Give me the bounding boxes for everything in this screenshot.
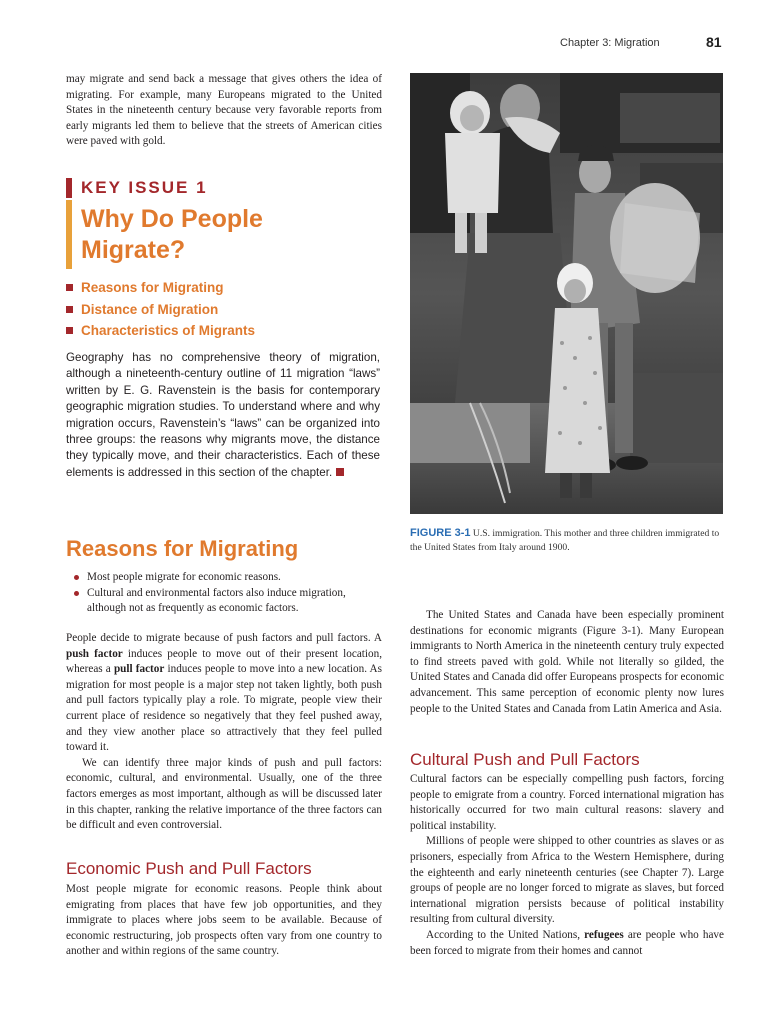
right-paragraph-1: The United States and Canada have been especially prominent destinations for economic migrants (Figure 3-1). Many European immigrants to North America in the nineteenth century truly expected to find streets paved with gold. While not literally so gilded, the United States and Canada did offer Europeans prospects for economic advancement. This same perception of economic plenty now lures people to the United States and Canada from Latin America and Asia.	[410, 609, 724, 715]
economic-body: Most people migrate for economic reasons. People think about emigrating from places that have few job opportunities, and they immigrate to places where jobs seem to be available. Because of economic restructuring, job prospects often vary from one country to another and within regions of the same country.	[66, 883, 382, 958]
bullet-item: Most people migrate for economic reasons.	[66, 570, 382, 586]
reasons-bullets	[66, 570, 382, 617]
cultural-paragraph-3: According to the United Nations, refugees are people who have been forced to migrate from their homes and cannot	[410, 928, 724, 957]
cultural-body	[410, 772, 724, 959]
key-issue-item: Characteristics of Migrants	[66, 320, 382, 342]
key-issue-item: Reasons for Migrating	[66, 277, 382, 299]
term-pull-factor: pull factor	[113, 663, 165, 676]
reasons-body	[66, 631, 382, 834]
key-issue-item: Distance of Migration	[66, 299, 382, 321]
key-issue-bar-orange	[66, 200, 72, 269]
subsection-heading-cultural: Cultural Push and Pull Factors	[410, 750, 640, 769]
end-mark-icon	[336, 468, 344, 476]
figure-caption: FIGURE 3-1 U.S. immigration. This mother and three children immigrated to the United States from Italy around 1900.	[410, 527, 720, 553]
subsection-heading-economic: Economic Push and Pull Factors	[66, 859, 312, 878]
key-issue-paragraph: Geography has no comprehensive theory of migration, although a nineteenth-century outline of 11 migration “laws” written by E. G. Ravenstein is the basis for contemporary geographic migration studies. To understand where and why migration occurs, Ravenstein’s “laws” can be organized into three groups: the reasons why migrants move, the distance they typically move, and their characteristics. Each of these elements is addressed in this section of the chapter.	[66, 351, 380, 479]
key-issue-title: Why Do People Migrate?	[81, 205, 263, 264]
intro-paragraph: may migrate and send back a message that gives others the idea of migrating. For example, many Europeans migrated to the United States in the nineteenth century because very favorable reports from early migrants led them to believe that the streets of American cities were paved with gold.	[66, 73, 382, 148]
page-number: 81	[706, 34, 722, 50]
term-refugees: refugees	[584, 928, 624, 941]
running-header-chapter: Chapter 3: Migration	[560, 37, 660, 49]
key-issue-list	[66, 277, 382, 342]
key-issue-bar-red	[66, 178, 72, 198]
cultural-paragraph-2: Millions of people were shipped to other countries as slaves or as prisoners, especially from Africa to the Western Hemisphere, during the eighteenth and early nineteenth centuries (see Chapter 7). Large groups of people are no longer forced to migrate as slaves, but forced international migration persists because of political instability resulting from cultural diversity.	[410, 835, 724, 926]
bullet-item: Cultural and environmental factors also induce migration, although not as frequently as economic factors.	[66, 586, 382, 617]
figure-photo	[410, 73, 723, 514]
cultural-paragraph-1: Cultural factors can be especially compelling push factors, forcing people to emigrate from a country. Forced international migration has historically occurred for two main cultural reasons: slavery and political instability.	[410, 773, 724, 832]
key-issue-label: KEY ISSUE 1	[81, 178, 208, 197]
reasons-paragraph-1: People decide to migrate because of push factors and pull factors. A push factor induces people to move out of their present location, whereas a pull factor induces people to move into a new location. As migration for most people is a major step not taken lightly, both push and pull factors typically play a role. To migrate, people view their current place of residence so negatively that they feel pushed away, and they view another place so attractively that they feel pulled toward it.	[66, 632, 382, 754]
right-column-body	[410, 608, 724, 717]
section-heading-reasons: Reasons for Migrating	[66, 536, 299, 561]
term-push-factor: push factor	[66, 647, 123, 660]
figure-label: FIGURE 3-1	[410, 527, 471, 539]
reasons-paragraph-2: We can identify three major kinds of push and pull factors: economic, cultural, and environmental. Usually, one of the three factors emerges as most important, although as will be discussed later in this chapter, ranking the relative importance of the three factors can be difficult and even controversial.	[66, 756, 382, 832]
immigrant-family-photo-image	[410, 73, 723, 514]
